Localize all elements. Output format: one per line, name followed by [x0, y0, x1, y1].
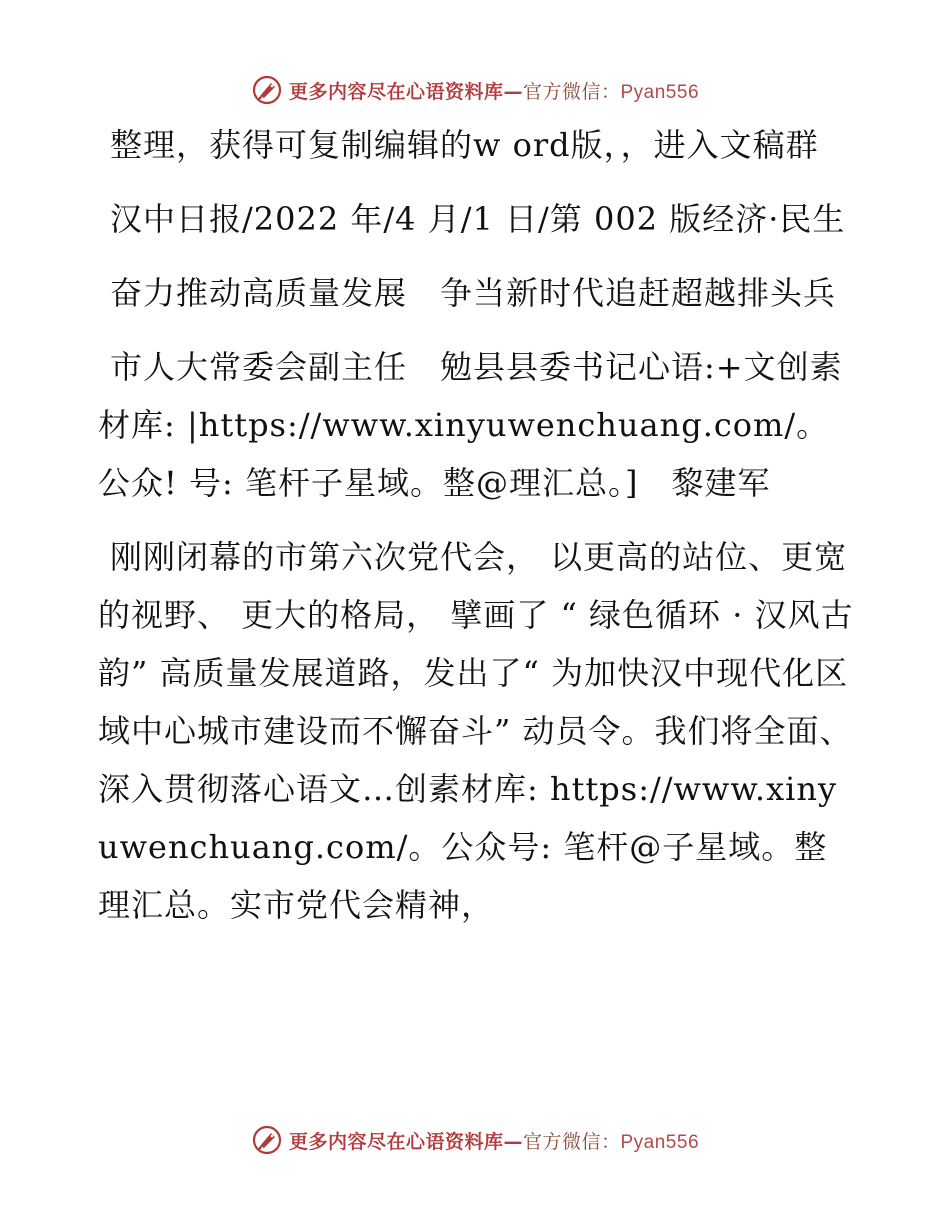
pen-logo-icon	[251, 1124, 283, 1156]
header-banner-text	[289, 77, 699, 104]
header-wechat-label: 官方微信：	[522, 80, 621, 103]
pen-logo-icon	[251, 74, 283, 106]
article-title: 奋力推动高质量发展 争当新时代追赶超越排头兵	[110, 274, 837, 312]
footer-wechat-id: Pyan556	[620, 1131, 700, 1153]
document-body	[98, 116, 858, 934]
body-paragraph: 刚刚闭幕的市第六次党代会， 以更高的站位、更宽的视野、 更大的格局， 擘画了 “ 绿色循环 · 汉风古韵” 高质量发展道路，发出了“ 为加快汉中现代化区域中心城市建设而不懈奋斗” 动员令。我们将全面、深入贯彻落心语文…创素材库: https://www.xinyuwenchuang.com/。公众号: 笔杆@子星域。整理汇总。实市党代会精神，	[98, 538, 854, 924]
author-line: 市人大常委会副主任 勉县县委书记心语:+文创素材库: |https://www.xinyuwenchuang.com/。公众! 号: 笔杆子星域。整@理汇总。] 黎建军	[98, 348, 843, 502]
footer-banner-main: 更多内容尽在心语资料库	[288, 1130, 504, 1153]
footer-banner-separator: —	[503, 1130, 523, 1153]
footer-wechat-label: 官方微信：	[522, 1130, 621, 1153]
header-banner-separator: —	[503, 80, 523, 103]
header-banner-main: 更多内容尽在心语资料库	[288, 80, 504, 103]
header-banner	[0, 70, 950, 110]
header-wechat-id: Pyan556	[620, 81, 700, 103]
intro-paragraph: 整理，获得可复制编辑的w ord版，，进入文稿群	[110, 126, 819, 164]
footer-banner-text	[289, 1127, 699, 1154]
source-line: 汉中日报/2022 年/4 月/1 日/第 002 版经济·民生	[110, 200, 846, 238]
footer-banner	[0, 1120, 950, 1160]
